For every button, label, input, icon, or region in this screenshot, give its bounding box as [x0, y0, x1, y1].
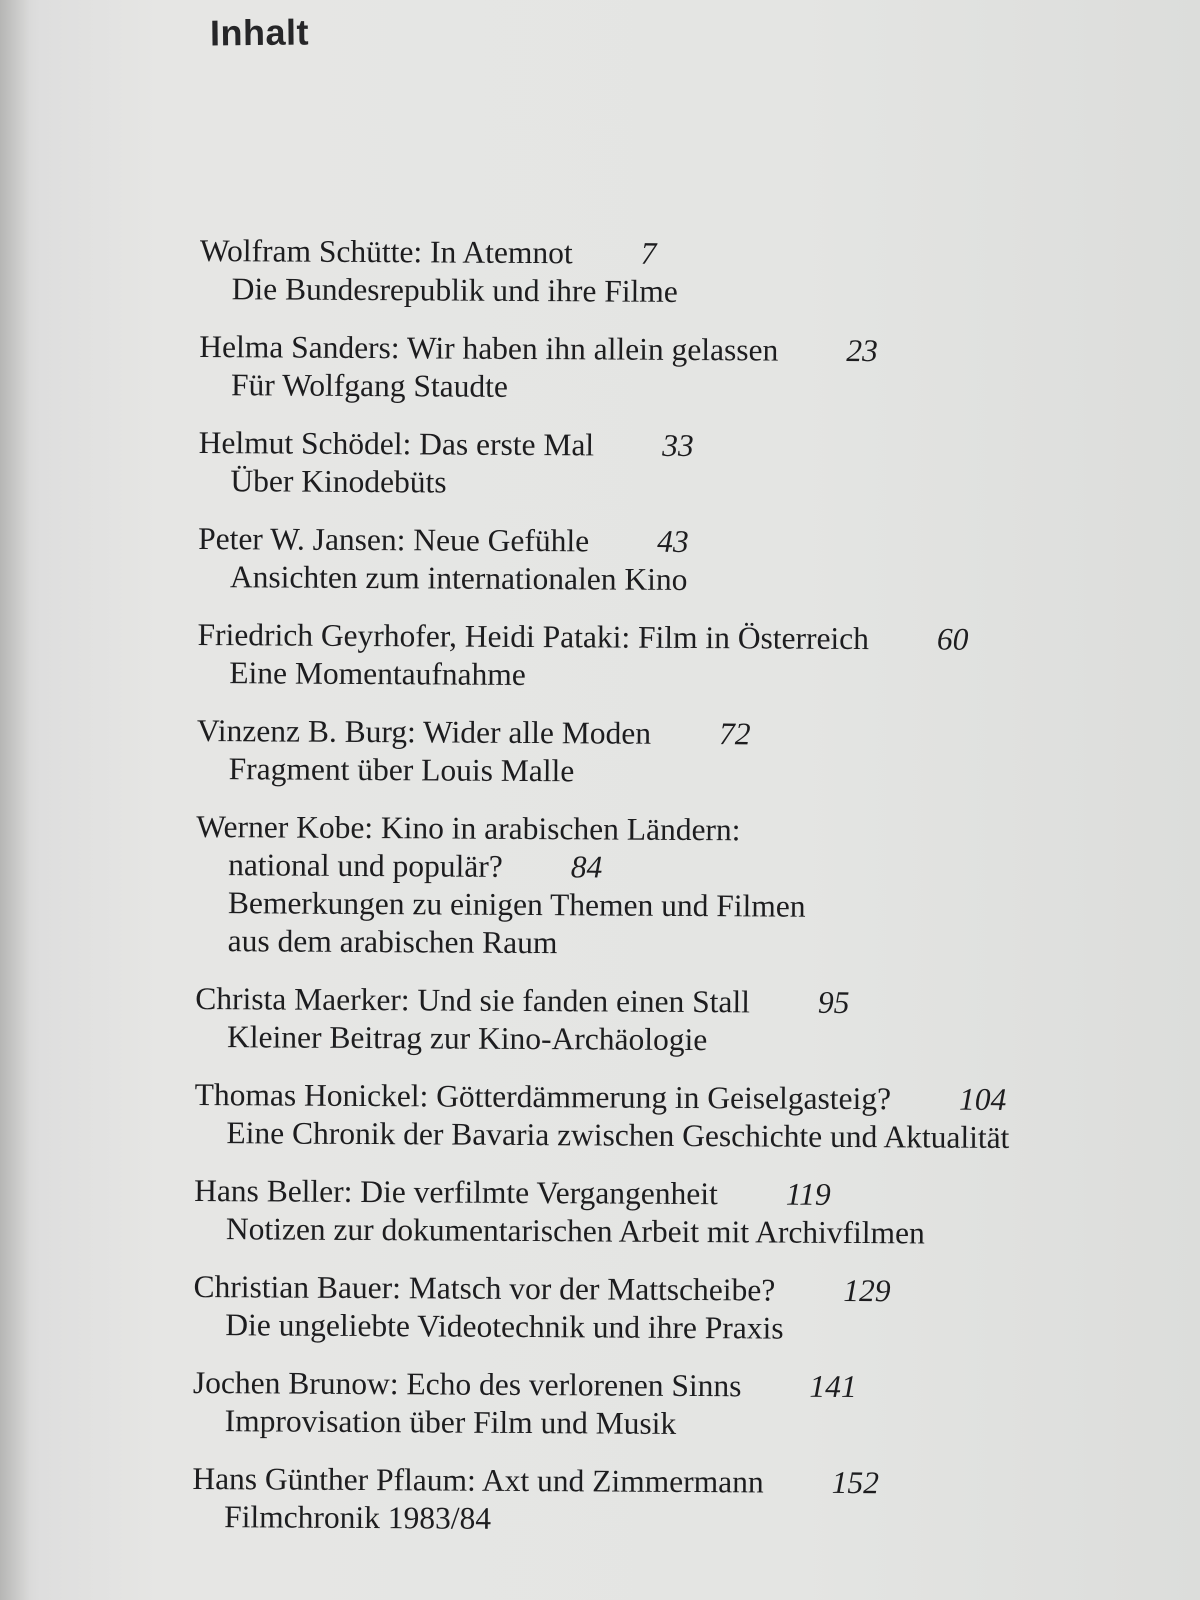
toc-entry — [197, 616, 1157, 698]
entry-subtitle: Ansichten zum internationalen Kino — [229, 559, 688, 597]
toc-entry — [194, 1076, 1154, 1158]
entry-page-number: 95 — [817, 984, 850, 1020]
entry-title: Helma Sanders: Wir haben ihn allein gelassen — [199, 328, 779, 368]
toc-entry — [192, 1460, 1152, 1542]
toc-entry — [195, 980, 1155, 1062]
entry-title: Friedrich Geyrhofer, Heidi Pataki: Film in Österreich — [197, 616, 870, 657]
toc-entry — [194, 1172, 1154, 1254]
entry-page-number: 72 — [718, 716, 751, 752]
toc-entry — [199, 328, 1159, 410]
entry-title: Jochen Brunow: Echo des verlorenen Sinns — [192, 1364, 742, 1404]
entry-page-number: 104 — [958, 1081, 1007, 1117]
entry-subtitle: Eine Chronik der Bavaria zwischen Geschichte und Aktualität — [226, 1115, 1010, 1155]
entry-page-number: 119 — [785, 1176, 831, 1212]
gutter-shadow — [0, 0, 30, 1600]
page-heading: Inhalt — [209, 11, 310, 54]
entry-subtitle: Für Wolfgang Staudte — [230, 367, 509, 404]
entry-title: Thomas Honickel: Götterdämmerung in Geiselgasteig? — [194, 1076, 892, 1117]
entry-title: Werner Kobe: Kino in arabischen Ländern: — [196, 808, 741, 848]
table-of-contents — [192, 232, 1160, 1562]
entry-title: Christa Maerker: Und sie fanden einen Stall — [195, 980, 751, 1020]
entry-subtitle: Filmchronik 1983/84 — [224, 1499, 492, 1536]
entry-page-number: 23 — [846, 332, 878, 369]
entry-subtitle: Die Bundesrepublik und ihre Filme — [231, 271, 678, 309]
toc-entry — [196, 808, 1157, 966]
toc-entry — [193, 1268, 1153, 1350]
entry-title: Hans Beller: Die verfilmte Vergangenheit — [194, 1172, 718, 1212]
entry-title: Christian Bauer: Matsch vor der Mattscheibe? — [193, 1268, 776, 1308]
entry-title: Helmut Schödel: Das erste Mal — [198, 424, 595, 463]
entry-page-number: 7 — [640, 235, 657, 271]
entry-subtitle: Über Kinodebüts — [230, 463, 447, 500]
entry-page-number: 33 — [662, 427, 694, 464]
entry-title-continued: national und populär? — [228, 847, 503, 884]
entry-subtitle: Notizen zur dokumentarischen Arbeit mit Archivfilmen — [225, 1211, 925, 1251]
entry-subtitle: Eine Momentaufnahme — [229, 655, 526, 692]
toc-entry — [193, 1364, 1153, 1446]
entry-page-number: 84 — [570, 849, 603, 885]
entry-page-number: 141 — [809, 1368, 857, 1405]
toc-entry — [200, 232, 1160, 314]
entry-title: Peter W. Jansen: Neue Gefühle — [198, 520, 590, 559]
toc-entry — [198, 424, 1158, 506]
entry-title: Hans Günther Pflaum: Axt und Zimmermann — [192, 1460, 764, 1500]
entry-subtitle: Die ungeliebte Videotechnik und ihre Praxis — [225, 1307, 784, 1346]
entry-subtitle-continued: aus dem arabischen Raum — [227, 923, 558, 961]
entry-subtitle: Bemerkungen zu einigen Themen und Filmen — [227, 885, 806, 924]
entry-page-number: 60 — [936, 621, 969, 657]
entry-subtitle: Fragment über Louis Malle — [228, 751, 575, 789]
toc-entry — [197, 712, 1157, 794]
entry-subtitle: Improvisation über Film und Musik — [224, 1403, 677, 1441]
entry-page-number: 129 — [843, 1272, 891, 1309]
entry-title: Vinzenz B. Burg: Wider alle Moden — [196, 712, 652, 751]
entry-title: Wolfram Schütte: In Atemnot — [199, 232, 573, 271]
toc-entry — [198, 520, 1158, 602]
entry-page-number: 152 — [831, 1464, 880, 1501]
entry-subtitle: Kleiner Beitrag zur Kino-Archäologie — [226, 1019, 708, 1058]
entry-page-number: 43 — [657, 523, 689, 559]
